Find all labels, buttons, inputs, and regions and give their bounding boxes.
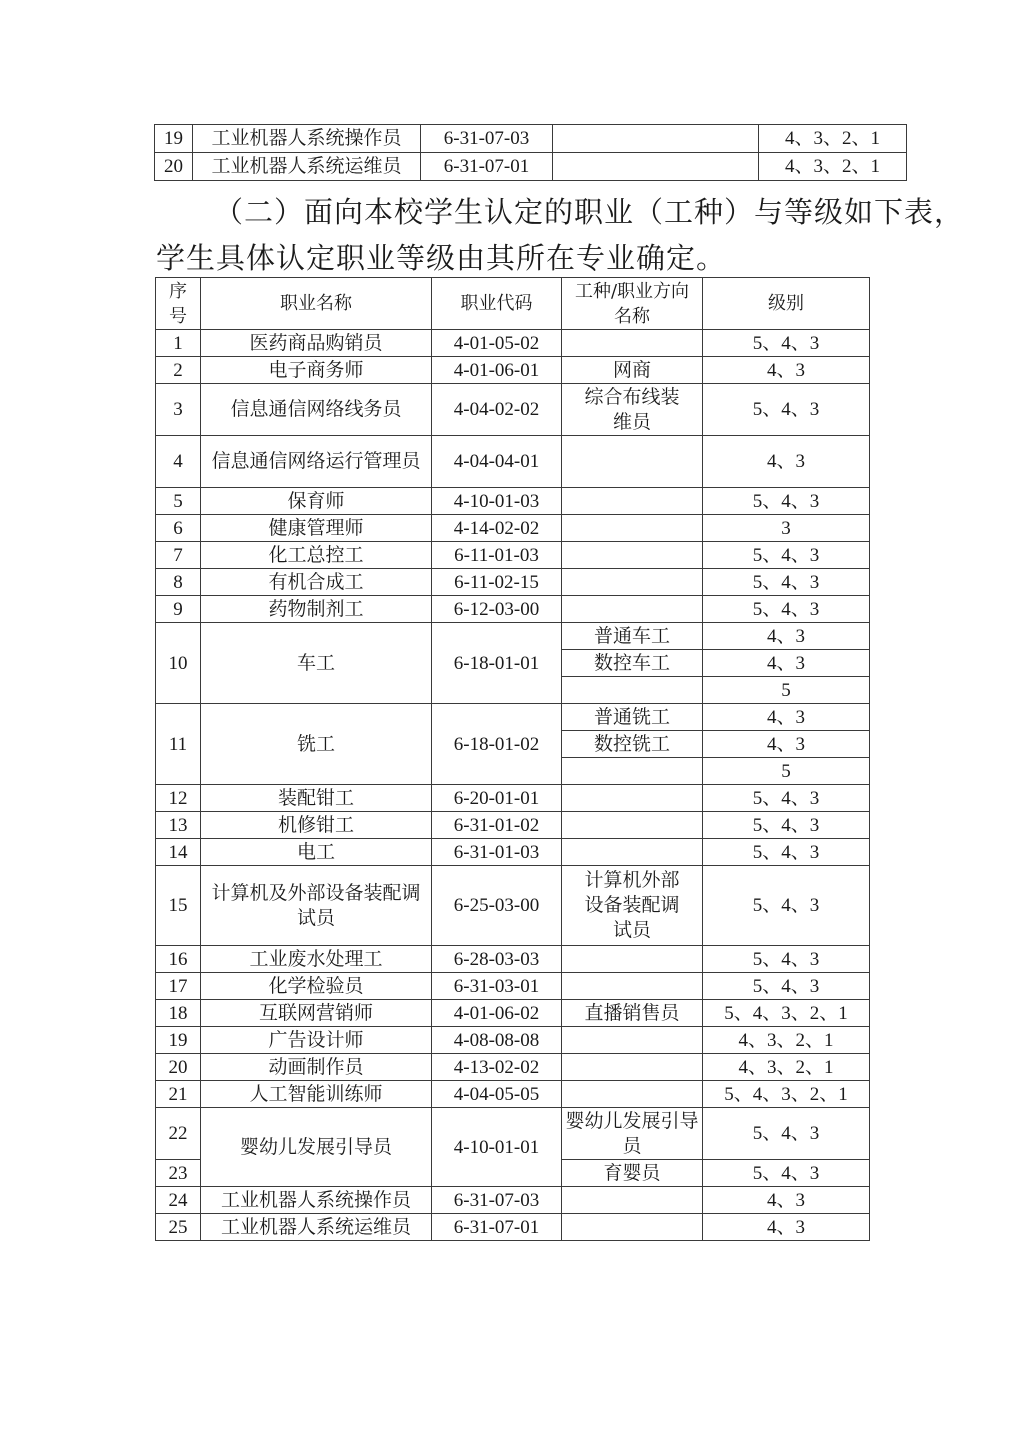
cell-level: 5 [703,758,870,785]
cell-name: 化工总控工 [201,542,432,569]
table-row [156,596,870,623]
cell-code: 6-31-07-01 [432,1214,562,1241]
cell-direction [562,1027,703,1054]
table-row [156,488,870,515]
cell-level: 4、3 [703,704,870,731]
table-row [156,785,870,812]
table-row [156,436,870,488]
cell-no: 23 [156,1160,201,1187]
cell-level: 5、4、3 [703,1108,870,1160]
cell-name: 电工 [201,839,432,866]
occupation-table [155,277,870,1241]
cell-no: 14 [156,839,201,866]
cell-direction: 育婴员 [562,1160,703,1187]
cell-level: 5、4、3 [703,330,870,357]
cell-no: 18 [156,1000,201,1027]
table-row [155,125,907,153]
cell-direction [562,812,703,839]
cell-direction [562,1081,703,1108]
cell-no: 19 [156,1027,201,1054]
table-row [156,357,870,384]
table-row [156,1027,870,1054]
cell-name: 计算机及外部设备装配调试员 [201,866,432,946]
cell-code: 4-14-02-02 [432,515,562,542]
cell-code: 4-08-08-08 [432,1027,562,1054]
cell-code: 6-18-01-01 [432,623,562,704]
cell-code: 6-20-01-01 [432,785,562,812]
cell-level: 5、4、3 [703,596,870,623]
table-row [156,1000,870,1027]
table-row [156,866,870,946]
cell-code: 6-31-03-01 [432,973,562,1000]
cell-direction [553,153,759,181]
cell-level: 5、4、3 [703,973,870,1000]
cell-no: 4 [156,436,201,488]
cell-direction [562,436,703,488]
cell-direction: 直播销售员 [562,1000,703,1027]
table-row [156,704,870,731]
cell-code: 6-31-01-03 [432,839,562,866]
cell-code: 6-31-07-01 [421,153,553,181]
section-heading-line-1: （二）面向本校学生认定的职业（工种）与等级如下表， [214,195,965,229]
table-header-row [156,278,870,330]
cell-direction [562,515,703,542]
cell-level: 4、3 [703,357,870,384]
cell-direction: 数控铣工 [562,731,703,758]
cell-direction [562,569,703,596]
cell-name: 广告设计师 [201,1027,432,1054]
cell-direction [562,1187,703,1214]
cell-code: 6-28-03-03 [432,946,562,973]
cell-no: 24 [156,1187,201,1214]
cell-level: 5、4、3 [703,812,870,839]
cell-no: 5 [156,488,201,515]
table-row [156,812,870,839]
cell-name: 互联网营销师 [201,1000,432,1027]
table-row [156,839,870,866]
cell-no: 15 [156,866,201,946]
cell-no: 1 [156,330,201,357]
cell-level: 4、3、2、1 [759,125,907,153]
cell-name: 工业机器人系统操作员 [193,125,421,153]
table-row [156,384,870,436]
cell-direction [562,758,703,785]
cell-no: 9 [156,596,201,623]
table-row [156,515,870,542]
cell-level: 5、4、3 [703,384,870,436]
cell-level: 5、4、3、2、1 [703,1081,870,1108]
cell-level: 4、3 [703,436,870,488]
cell-direction [562,785,703,812]
cell-no: 8 [156,569,201,596]
cell-name: 化学检验员 [201,973,432,1000]
cell-no: 20 [155,153,193,181]
table-row [156,569,870,596]
cell-level: 5、4、3 [703,946,870,973]
cell-no: 16 [156,946,201,973]
cell-no: 11 [156,704,201,785]
header-level: 级别 [703,278,870,330]
cell-code: 6-11-02-15 [432,569,562,596]
section-heading-line-2: 学生具体认定职业等级由其所在专业确定。 [156,241,727,275]
cell-level: 5、4、3 [703,1160,870,1187]
cell-direction [562,596,703,623]
cell-direction: 普通车工 [562,623,703,650]
cell-level: 4、3、2、1 [703,1027,870,1054]
cell-code: 6-25-03-00 [432,866,562,946]
cell-name: 人工智能训练师 [201,1081,432,1108]
cell-level: 4、3、2、1 [703,1054,870,1081]
cell-direction [562,946,703,973]
cell-level: 4、3、2、1 [759,153,907,181]
cell-no: 25 [156,1214,201,1241]
header-direction: 工种/职业方向名称 [562,278,703,330]
cell-name: 婴幼儿发展引导员 [201,1108,432,1187]
cell-no: 22 [156,1108,201,1160]
cell-level: 5、4、3 [703,839,870,866]
cell-name: 装配钳工 [201,785,432,812]
cell-direction [562,1054,703,1081]
cell-level: 5、4、3 [703,488,870,515]
cell-direction [553,125,759,153]
cell-name: 工业机器人系统运维员 [201,1214,432,1241]
cell-direction [562,973,703,1000]
table-row [156,1108,870,1160]
cell-name: 机修钳工 [201,812,432,839]
cell-direction [562,330,703,357]
cell-level: 4、3 [703,731,870,758]
cell-level: 5、4、3 [703,542,870,569]
cell-no: 19 [155,125,193,153]
table-row [156,623,870,650]
cell-code: 4-13-02-02 [432,1054,562,1081]
cell-name: 电子商务师 [201,357,432,384]
cell-code: 4-04-02-02 [432,384,562,436]
table-row [156,330,870,357]
cell-code: 6-12-03-00 [432,596,562,623]
cell-level: 4、3 [703,623,870,650]
table-row [156,973,870,1000]
cell-direction: 婴幼儿发展引导员 [562,1108,703,1160]
cell-name: 药物制剂工 [201,596,432,623]
cell-direction [562,677,703,704]
cell-no: 21 [156,1081,201,1108]
table-row [156,1054,870,1081]
cell-no: 3 [156,384,201,436]
table-row [156,542,870,569]
cell-name: 有机合成工 [201,569,432,596]
cell-code: 6-11-01-03 [432,542,562,569]
cell-level: 5、4、3 [703,785,870,812]
cell-no: 7 [156,542,201,569]
cell-code: 4-01-06-02 [432,1000,562,1027]
cell-direction [562,542,703,569]
header-code: 职业代码 [432,278,562,330]
cell-name: 信息通信网络线务员 [201,384,432,436]
table-row [156,1214,870,1241]
cell-level: 4、3 [703,1187,870,1214]
cell-name: 信息通信网络运行管理员 [201,436,432,488]
cell-code: 6-31-07-03 [432,1187,562,1214]
cell-no: 17 [156,973,201,1000]
cell-no: 6 [156,515,201,542]
cell-name: 医药商品购销员 [201,330,432,357]
cell-code: 4-01-05-02 [432,330,562,357]
cell-direction: 综合布线装维员 [562,384,703,436]
cell-direction: 网商 [562,357,703,384]
cell-no: 13 [156,812,201,839]
header-no: 序 号 [156,278,201,330]
cell-no: 2 [156,357,201,384]
cell-direction: 数控车工 [562,650,703,677]
table-row [156,1081,870,1108]
cell-direction: 普通铣工 [562,704,703,731]
cell-code: 4-01-06-01 [432,357,562,384]
cell-direction [562,488,703,515]
cell-direction: 计算机外部设备装配调试员 [562,866,703,946]
cell-code: 6-18-01-02 [432,704,562,785]
cell-name: 健康管理师 [201,515,432,542]
cell-code: 4-04-05-05 [432,1081,562,1108]
cell-name: 工业废水处理工 [201,946,432,973]
cell-name: 保育师 [201,488,432,515]
cell-name: 工业机器人系统运维员 [193,153,421,181]
table-row [156,1187,870,1214]
cell-no: 10 [156,623,201,704]
cell-level: 3 [703,515,870,542]
header-name: 职业名称 [201,278,432,330]
table-row [155,153,907,181]
cell-code: 6-31-01-02 [432,812,562,839]
cell-code: 4-10-01-03 [432,488,562,515]
cell-level: 5 [703,677,870,704]
cell-level: 4、3 [703,1214,870,1241]
cell-name: 铣工 [201,704,432,785]
cell-name: 工业机器人系统操作员 [201,1187,432,1214]
cell-level: 5、4、3 [703,569,870,596]
cell-level: 5、4、3 [703,866,870,946]
cell-level: 4、3 [703,650,870,677]
previous-page-table [154,124,907,181]
cell-code: 4-04-04-01 [432,436,562,488]
cell-name: 车工 [201,623,432,704]
cell-no: 20 [156,1054,201,1081]
cell-level: 5、4、3、2、1 [703,1000,870,1027]
cell-direction [562,839,703,866]
table-row [156,946,870,973]
cell-code: 4-10-01-01 [432,1108,562,1187]
cell-name: 动画制作员 [201,1054,432,1081]
cell-no: 12 [156,785,201,812]
cell-direction [562,1214,703,1241]
cell-code: 6-31-07-03 [421,125,553,153]
